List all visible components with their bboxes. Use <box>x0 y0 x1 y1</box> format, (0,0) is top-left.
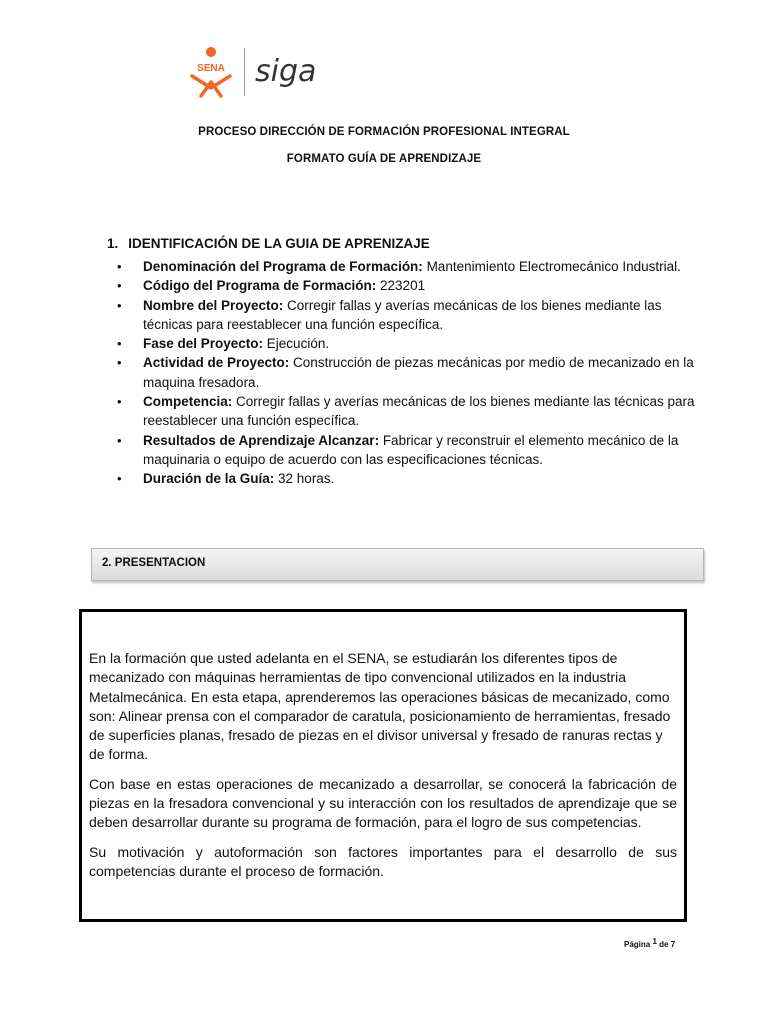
identification-section <box>107 236 707 489</box>
page-label: Página <box>624 940 651 949</box>
item-label: Actividad de Proyecto: <box>143 355 290 371</box>
item-label: Fase del Proyecto: <box>143 336 264 352</box>
item-label: Competencia: <box>143 394 233 410</box>
header-logos <box>186 46 331 98</box>
list-item-duration <box>107 469 707 488</box>
item-value: Corregir fallas y averías mecánicas de los bienes mediante las técnicas para reestablecer una función específica. <box>143 394 695 429</box>
list-item-program <box>107 257 707 276</box>
presentation-paragraph: Con base en estas operaciones de mecanizado a desarrollar, se conocerá la fabricación de piezas en la fresadora convencional y su interacción con los resultados de aprendizaje que se deben desarrollar durante su programa de formación, para el logro de sus competencias. <box>89 775 677 831</box>
page-number <box>624 937 675 949</box>
list-item-program-code <box>107 276 707 295</box>
bullet-icon: • <box>117 355 122 371</box>
item-label: Resultados de Aprendizaje Alcanzar: <box>143 432 380 448</box>
list-item-project-phase <box>107 334 707 353</box>
bullet-icon: • <box>117 297 122 313</box>
logo-divider <box>244 48 245 96</box>
item-value: 32 horas. <box>274 471 335 487</box>
presentation-paragraph: En la formación que usted adelanta en el SENA, se estudiarán los diferentes tipos de mecanizado con máquinas herramientas de tipo convencional utilizados en la industria Metalmecánica. En esta etapa, aprenderemos las operaciones básicas de mecanizado, como son: Alinear prensa con el comparador de caratula, posicionamiento de herramientas, fresado de superficies planas, fresado de piezas en el divisor universal y fresado de ranuras rectas y de forma. <box>89 650 671 763</box>
item-value: Ejecución. <box>263 336 330 352</box>
item-label: Código del Programa de Formación: <box>143 278 377 294</box>
sena-logo-text: SENA <box>197 63 225 74</box>
bullet-icon: • <box>117 394 122 410</box>
bullet-icon: • <box>117 471 122 487</box>
siga-logo-text: siga <box>255 54 317 89</box>
bullet-icon: • <box>117 259 122 274</box>
presentation-box <box>79 609 687 922</box>
list-item-competency <box>107 392 707 431</box>
item-label: Duración de la Guía: <box>143 471 275 487</box>
presentation-heading: 2. PRESENTACION <box>102 557 206 569</box>
item-value: Mantenimiento Electromecánico Industrial. <box>422 259 681 274</box>
item-value: 223201 <box>376 278 426 294</box>
bullet-icon: • <box>117 336 122 352</box>
item-value: Corregir fallas y averías mecánicas de los bienes mediante las técnicas para reestablecer una función específica. <box>143 297 662 332</box>
siga-logo-icon <box>255 52 331 92</box>
sena-logo-icon <box>186 46 236 98</box>
page-of: de <box>659 940 669 949</box>
presentation-paragraph: Su motivación y autoformación son factores importantes para el desarrollo de sus competencias durante el proceso de formación. <box>89 843 677 879</box>
identification-list <box>107 257 707 489</box>
section-number: 1. <box>107 236 119 251</box>
section-title: IDENTIFICACIÓN DE LA GUIA DE APRENIZAJE <box>128 236 430 251</box>
document-process-title: PROCESO DIRECCIÓN DE FORMACIÓN PROFESIONAL INTEGRAL <box>198 126 570 138</box>
item-value: Construcción de piezas mecánicas por medio de mecanizado en la maquina fresadora. <box>143 355 694 390</box>
document-format-title: FORMATO GUÍA DE APRENDIZAJE <box>286 153 482 165</box>
page-total: 7 <box>670 940 676 949</box>
item-label: Nombre del Proyecto: <box>143 297 284 313</box>
item-label: Denominación del Programa de Formación: <box>143 259 423 274</box>
list-item-project-activity <box>107 353 707 392</box>
bullet-icon: • <box>117 432 122 448</box>
list-item-project-name <box>107 296 707 335</box>
page-current: 1 <box>652 937 657 946</box>
item-value: Fabricar y reconstruir el elemento mecánico de la maquinaria o equipo de acuerdo con las especificaciones técnicas. <box>143 432 679 467</box>
list-item-learning-results <box>107 431 707 470</box>
identification-heading <box>107 236 707 251</box>
presentation-section-header <box>91 548 704 581</box>
bullet-icon: • <box>117 278 122 294</box>
